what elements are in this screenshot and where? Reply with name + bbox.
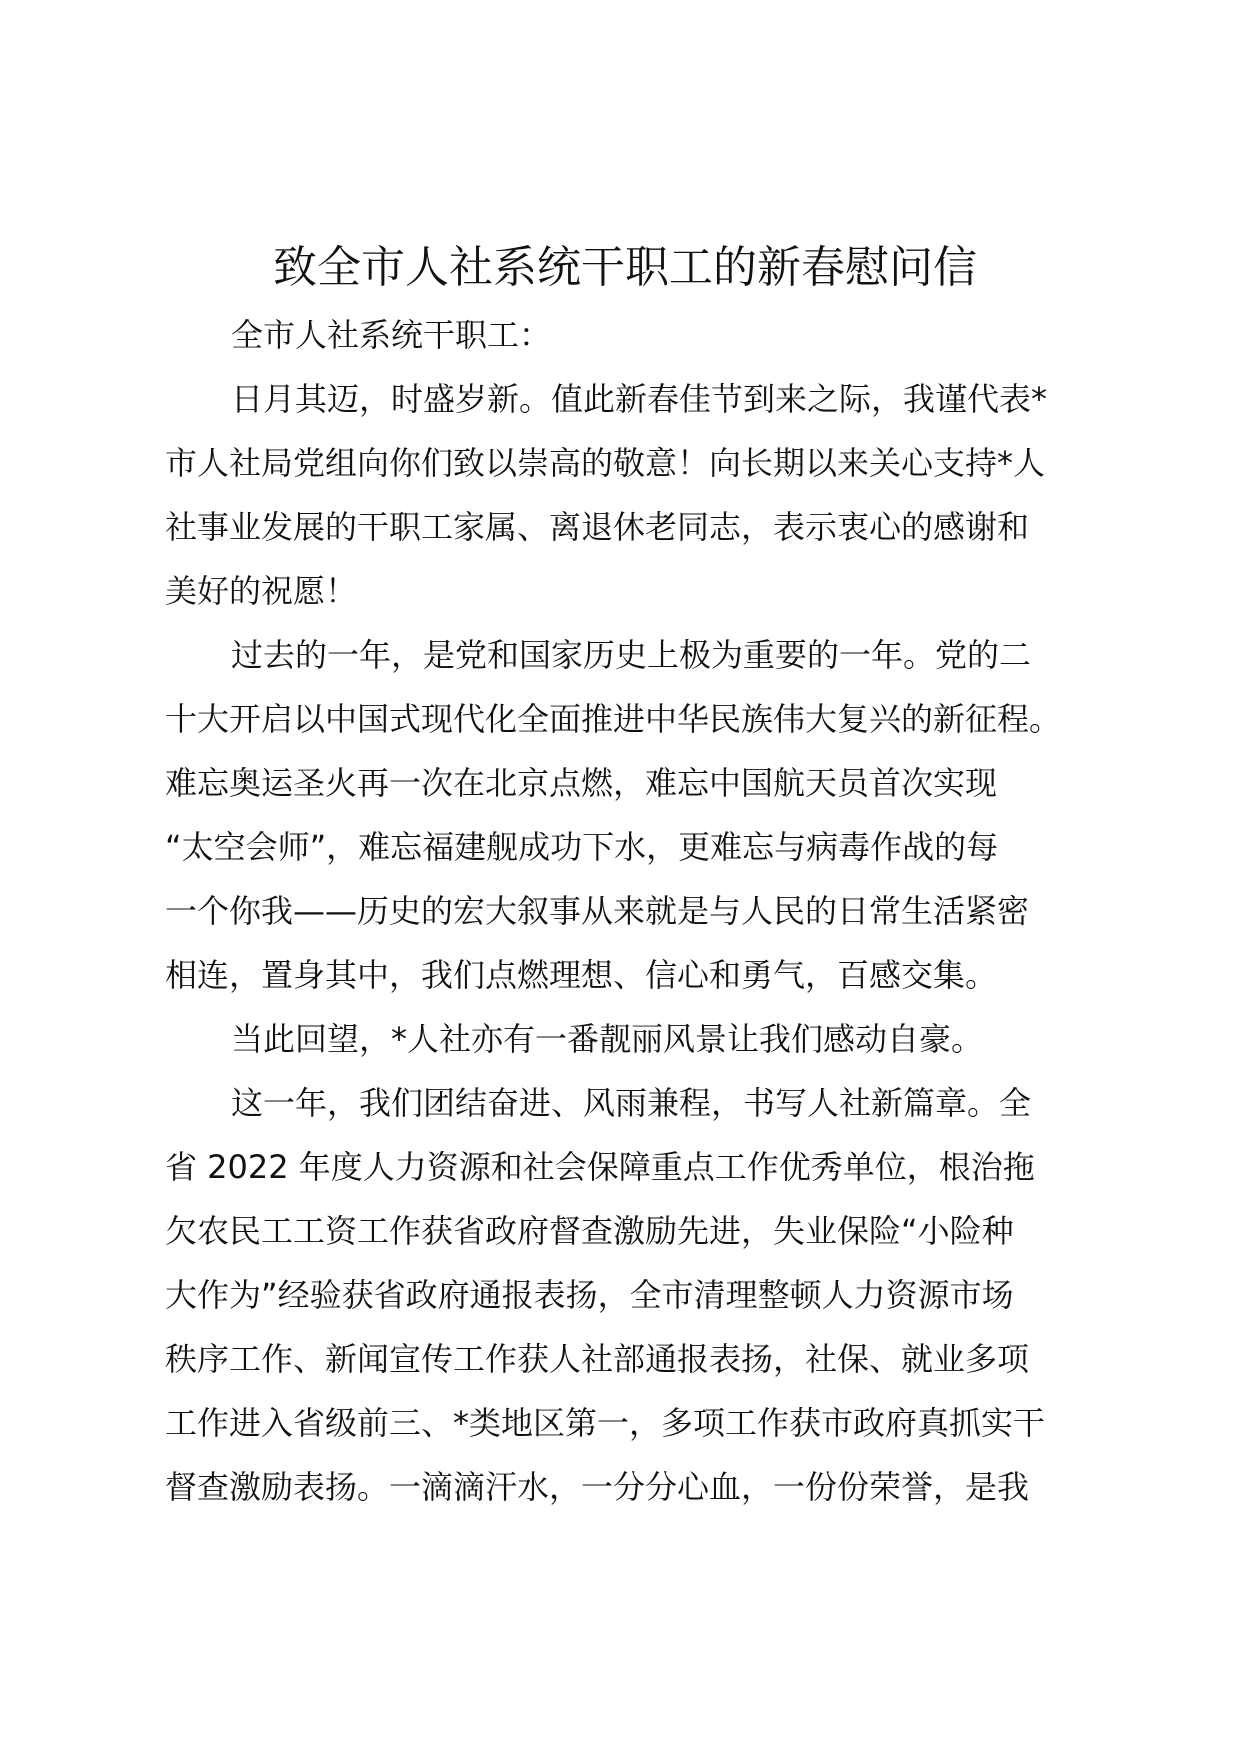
letter-body [165, 303, 1085, 1519]
paragraph-4-line-2: 省 2022 年度人力资源和社会保障重点工作优秀单位，根治拖 [165, 1148, 1035, 1186]
paragraph-2-line-4: “太空会师”，难忘福建舰成功下水，更难忘与病毒作战的每 [165, 828, 999, 866]
paragraph-2-line-5: 一个你我——历史的宏大叙事从来就是与人民的日常生活紧密 [165, 892, 1030, 930]
paragraph-4-line-5: 秩序工作、新闻宣传工作获人社部通报表扬，社保、就业多项 [165, 1340, 1030, 1378]
paragraph-2-line-6: 相连，置身其中，我们点燃理想、信心和勇气，百感交集。 [165, 956, 998, 994]
paragraph-2-line-3: 难忘奥运圣火再一次在北京点燃，难忘中国航天员首次实现 [165, 764, 998, 802]
paragraph-4-line-7: 督查激励表扬。一滴滴汗水，一分分心血，一份份荣誉，是我 [165, 1468, 1030, 1506]
paragraph-2-line-2: 十大开启以中国式现代化全面推进中华民族伟大复兴的新征程。 [165, 700, 1062, 738]
paragraph-4-line-6: 工作进入省级前三、*类地区第一，多项工作获市政府真抓实干 [165, 1404, 1046, 1442]
paragraph-3-line-1: 当此回望，*人社亦有一番靓丽风景让我们感动自豪。 [231, 1020, 984, 1058]
paragraph-4-line-1: 这一年，我们团结奋进、风雨兼程，书写人社新篇章。全 [231, 1084, 1032, 1122]
paragraph-1-line-2: 市人社局党组向你们致以崇高的敬意！向长期以来关心支持*人 [165, 444, 1046, 482]
paragraph-4-line-4: 大作为”经验获省政府通报表扬，全市清理整顿人力资源市场 [165, 1276, 1014, 1314]
paragraph-1-line-4: 美好的祝愿！ [165, 572, 358, 610]
paragraph-4-line-3: 欠农民工工资工作获省政府督查激励先进，失业保险“小险种 [165, 1212, 1014, 1250]
paragraph-1-line-1: 日月其迈，时盛岁新。值此新春佳节到来之际，我谨代表* [231, 380, 1048, 418]
paragraph-2-line-1: 过去的一年，是党和国家历史上极为重要的一年。党的二 [231, 636, 1032, 674]
letter-title: 致全市人社系统干职工的新春慰问信 [273, 242, 977, 293]
salutation: 全市人社系统干职工： [231, 316, 552, 354]
paragraph-1-line-3: 社事业发展的干职工家属、离退休老同志，表示衷心的感谢和 [165, 508, 1030, 546]
